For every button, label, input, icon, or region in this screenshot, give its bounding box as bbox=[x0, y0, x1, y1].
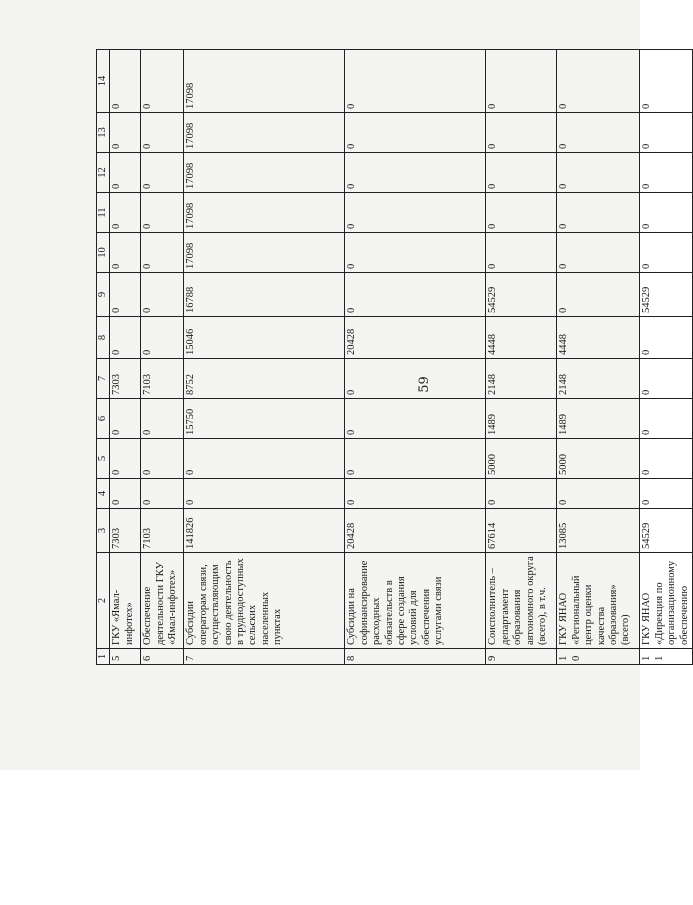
header-cell: 13 bbox=[97, 113, 110, 153]
header-cell: 14 bbox=[97, 50, 110, 113]
value-cell: 0 bbox=[640, 317, 693, 359]
value-cell: 0 bbox=[110, 399, 141, 439]
value-cell: 0 bbox=[486, 153, 557, 193]
table-row bbox=[486, 50, 557, 665]
row-name-cell: ГКУ «Ямал-инфотех» bbox=[110, 553, 141, 649]
value-cell: 54529 bbox=[640, 273, 693, 317]
row-name-cell: ГКУ ЯНАО «Дирекция по организационному обеспечению bbox=[640, 553, 693, 649]
value-cell: 0 bbox=[110, 193, 141, 233]
value-cell: 0 bbox=[640, 153, 693, 193]
value-cell: 4448 bbox=[557, 317, 640, 359]
value-cell: 7103 bbox=[141, 509, 184, 553]
value-cell: 0 bbox=[345, 113, 486, 153]
value-cell: 0 bbox=[141, 273, 184, 317]
value-cell: 0 bbox=[640, 359, 693, 399]
value-cell: 15750 bbox=[184, 399, 345, 439]
row-name-cell: ГКУ ЯНАО «Региональный центр оценки качества образования» (всего) bbox=[557, 553, 640, 649]
value-cell: 13085 bbox=[557, 509, 640, 553]
row-number-cell: 7 bbox=[184, 649, 345, 665]
row-number-cell: 8 bbox=[345, 649, 486, 665]
value-cell: 2148 bbox=[557, 359, 640, 399]
header-cell: 1 bbox=[97, 649, 110, 665]
value-cell: 0 bbox=[141, 193, 184, 233]
value-cell: 16788 bbox=[184, 273, 345, 317]
value-cell: 8752 bbox=[184, 359, 345, 399]
table-header-row bbox=[97, 50, 110, 665]
header-cell: 7 bbox=[97, 359, 110, 399]
value-cell: 7303 bbox=[110, 509, 141, 553]
value-cell: 0 bbox=[110, 479, 141, 509]
value-cell: 1489 bbox=[486, 399, 557, 439]
value-cell: 0 bbox=[110, 439, 141, 479]
value-cell: 17098 bbox=[184, 153, 345, 193]
value-cell: 7103 bbox=[141, 359, 184, 399]
table-row bbox=[184, 50, 345, 665]
value-cell: 0 bbox=[141, 233, 184, 273]
header-cell: 4 bbox=[97, 479, 110, 509]
row-number-cell: 10 bbox=[557, 649, 640, 665]
row-number-cell: 11 bbox=[640, 649, 693, 665]
value-cell: 0 bbox=[486, 193, 557, 233]
budget-table bbox=[96, 49, 693, 665]
value-cell: 7303 bbox=[110, 359, 141, 399]
value-cell: 0 bbox=[557, 153, 640, 193]
table-row bbox=[557, 50, 640, 665]
header-cell: 9 bbox=[97, 273, 110, 317]
row-name-cell: Субсидии операторам связи, осуществляющим свою деятельность в труднодоступных сельских населенных пунктах bbox=[184, 553, 345, 649]
value-cell: 0 bbox=[141, 317, 184, 359]
value-cell: 0 bbox=[110, 233, 141, 273]
table-row bbox=[110, 50, 141, 665]
value-cell: 0 bbox=[345, 233, 486, 273]
table-rotated-container bbox=[96, 50, 690, 665]
value-cell: 20428 bbox=[345, 317, 486, 359]
header-cell: 5 bbox=[97, 439, 110, 479]
value-cell: 0 bbox=[640, 233, 693, 273]
value-cell: 0 bbox=[141, 439, 184, 479]
value-cell: 0 bbox=[557, 113, 640, 153]
value-cell: 0 bbox=[640, 439, 693, 479]
value-cell: 0 bbox=[184, 479, 345, 509]
value-cell: 0 bbox=[345, 193, 486, 233]
value-cell: 0 bbox=[640, 113, 693, 153]
header-cell: 10 bbox=[97, 233, 110, 273]
value-cell: 0 bbox=[141, 153, 184, 193]
value-cell: 0 bbox=[110, 113, 141, 153]
value-cell: 0 bbox=[486, 233, 557, 273]
value-cell: 0 bbox=[345, 153, 486, 193]
value-cell: 1489 bbox=[557, 399, 640, 439]
value-cell: 17098 bbox=[184, 113, 345, 153]
value-cell: 17098 bbox=[184, 50, 345, 113]
row-name-cell: Соисполнитель – департамент образования автономного округа (всего), в т.ч. bbox=[486, 553, 557, 649]
value-cell: 5000 bbox=[486, 439, 557, 479]
value-cell: 0 bbox=[486, 113, 557, 153]
value-cell: 17098 bbox=[184, 233, 345, 273]
value-cell: 54529 bbox=[640, 509, 693, 553]
value-cell: 0 bbox=[557, 233, 640, 273]
value-cell: 0 bbox=[640, 193, 693, 233]
header-cell: 8 bbox=[97, 317, 110, 359]
page-number: 59 bbox=[416, 376, 432, 393]
value-cell: 0 bbox=[110, 273, 141, 317]
header-cell: 3 bbox=[97, 509, 110, 553]
value-cell: 0 bbox=[110, 50, 141, 113]
value-cell: 0 bbox=[345, 359, 486, 399]
value-cell: 0 bbox=[345, 50, 486, 113]
value-cell: 0 bbox=[141, 50, 184, 113]
header-cell: 2 bbox=[97, 553, 110, 649]
header-cell: 11 bbox=[97, 193, 110, 233]
table-row bbox=[141, 50, 184, 665]
value-cell: 67614 bbox=[486, 509, 557, 553]
row-number-cell: 6 bbox=[141, 649, 184, 665]
value-cell: 0 bbox=[557, 193, 640, 233]
value-cell: 0 bbox=[184, 439, 345, 479]
value-cell: 17098 bbox=[184, 193, 345, 233]
table-row bbox=[345, 50, 486, 665]
value-cell: 0 bbox=[345, 479, 486, 509]
value-cell: 54529 bbox=[486, 273, 557, 317]
row-number-cell: 5 bbox=[110, 649, 141, 665]
value-cell: 0 bbox=[141, 399, 184, 439]
table-row bbox=[640, 50, 693, 665]
value-cell: 0 bbox=[640, 479, 693, 509]
table-body bbox=[97, 50, 693, 665]
value-cell: 0 bbox=[557, 273, 640, 317]
value-cell: 0 bbox=[557, 50, 640, 113]
value-cell: 0 bbox=[557, 479, 640, 509]
value-cell: 15046 bbox=[184, 317, 345, 359]
value-cell: 0 bbox=[141, 113, 184, 153]
row-name-cell: Обеспечение деятельности ГКУ «Ямал-инфотех» bbox=[141, 553, 184, 649]
value-cell: 2148 bbox=[486, 359, 557, 399]
value-cell: 0 bbox=[640, 399, 693, 439]
header-cell: 12 bbox=[97, 153, 110, 193]
row-name-cell: Субсидии на софинансирование расходных обязательств в сфере создания условий для обеспечения услугами связи bbox=[345, 553, 486, 649]
value-cell: 0 bbox=[486, 479, 557, 509]
value-cell: 0 bbox=[345, 273, 486, 317]
header-cell: 6 bbox=[97, 399, 110, 439]
row-number-cell: 9 bbox=[486, 649, 557, 665]
value-cell: 4448 bbox=[486, 317, 557, 359]
value-cell: 0 bbox=[486, 50, 557, 113]
value-cell: 0 bbox=[345, 439, 486, 479]
value-cell: 0 bbox=[640, 50, 693, 113]
value-cell: 141826 bbox=[184, 509, 345, 553]
value-cell: 0 bbox=[110, 153, 141, 193]
value-cell: 20428 bbox=[345, 509, 486, 553]
value-cell: 0 bbox=[345, 399, 486, 439]
value-cell: 0 bbox=[141, 479, 184, 509]
value-cell: 0 bbox=[110, 317, 141, 359]
value-cell: 5000 bbox=[557, 439, 640, 479]
